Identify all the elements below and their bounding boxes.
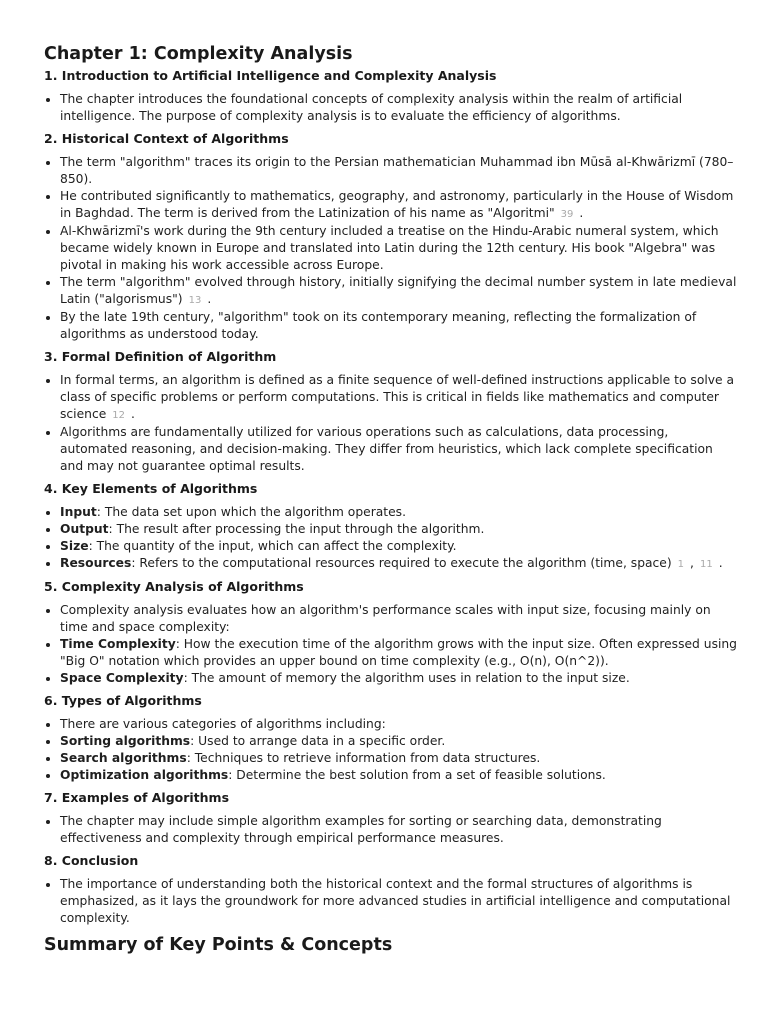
sections-container <box>44 68 738 927</box>
bullet-list <box>44 372 738 475</box>
section <box>44 790 738 847</box>
item-term: Search algorithms <box>60 751 187 765</box>
citation-marker[interactable]: 12 <box>112 410 126 421</box>
item-text: : The quantity of the input, which can affect the complexity. <box>88 539 457 553</box>
item-text: The importance of understanding both the historical context and the formal structures of algorithms is emphasized, as it lays the groundwork for more advanced studies in artificial intelligence and computational complexity. <box>60 877 731 925</box>
bullet-list <box>44 504 738 573</box>
list-item <box>60 538 738 555</box>
item-term: Time Complexity <box>60 637 176 651</box>
section-heading: 4. Key Elements of Algorithms <box>44 481 258 496</box>
list-item <box>60 733 738 750</box>
item-text: He contributed significantly to mathematics, geography, and astronomy, particularly in the House of Wisdom in Baghdad. The term is derived from the Latinization of his name as "Algoritmi" <box>60 189 734 220</box>
list-item <box>60 188 738 223</box>
chapter-title: Chapter 1: Complexity Analysis <box>44 44 353 64</box>
bullet-list <box>44 91 738 125</box>
item-term: Space Complexity <box>60 671 184 685</box>
item-text: : Determine the best solution from a set of feasible solutions. <box>228 768 606 782</box>
citation-marker[interactable]: 39 <box>560 209 574 220</box>
list-item <box>60 309 738 343</box>
list-item <box>60 670 738 687</box>
item-text: : The amount of memory the algorithm uses in relation to the input size. <box>183 671 630 685</box>
list-item <box>60 555 738 573</box>
section <box>44 68 738 125</box>
bullet-list <box>44 876 738 927</box>
list-item <box>60 602 738 636</box>
item-text: By the late 19th century, "algorithm" took on its contemporary meaning, reflecting the formalization of algorithms as understood today. <box>60 310 697 341</box>
list-item <box>60 274 738 309</box>
list-item <box>60 716 738 733</box>
section-heading: 1. Introduction to Artificial Intelligence and Complexity Analysis <box>44 68 497 83</box>
item-text: The term "algorithm" evolved through history, initially signifying the decimal number system in late medieval Latin ("algorismus") <box>60 275 737 306</box>
summary-heading: Summary of Key Points & Concepts <box>44 935 393 955</box>
section <box>44 693 738 784</box>
item-text: Al-Khwārizmī's work during the 9th century included a treatise on the Hindu-Arabic numeral system, which became widely known in Europe and translated into Latin during the 12th century. His book "Algebra" was pivotal in making his work accessible across Europe. <box>60 224 719 272</box>
list-item <box>60 424 738 475</box>
item-end-punct: . <box>718 556 723 570</box>
section-heading: 7. Examples of Algorithms <box>44 790 230 805</box>
bullet-list <box>44 716 738 784</box>
bullet-list <box>44 602 738 687</box>
list-item <box>60 767 738 784</box>
section <box>44 481 738 573</box>
bullet-list <box>44 813 738 847</box>
list-item <box>60 876 738 927</box>
item-text: : How the execution time of the algorithm grows with the input size. Often expressed using "Big O" notation which provides an upper bound on time complexity (e.g., O(n), O(n^2)). <box>60 637 737 668</box>
item-text: Complexity analysis evaluates how an algorithm's performance scales with input size, focusing mainly on time and space complexity: <box>60 603 711 634</box>
section-heading: 2. Historical Context of Algorithms <box>44 131 289 146</box>
list-item <box>60 813 738 847</box>
list-item <box>60 521 738 538</box>
item-end-punct: . <box>579 206 584 220</box>
section <box>44 579 738 687</box>
section <box>44 349 738 475</box>
list-item <box>60 504 738 521</box>
item-text: : Refers to the computational resources required to execute the algorithm (time, space) <box>131 556 672 570</box>
item-text: : The result after processing the input through the algorithm. <box>108 522 485 536</box>
citation-marker[interactable]: 13 <box>188 295 202 306</box>
section <box>44 131 738 343</box>
item-text: Algorithms are fundamentally utilized for various operations such as calculations, data processing, automated reasoning, and decision-making. They differ from heuristics, which lack complete specification and may not guarantee optimal results. <box>60 425 713 473</box>
item-term: Output <box>60 522 109 536</box>
item-text: : Used to arrange data in a specific order. <box>190 734 446 748</box>
list-item <box>60 636 738 670</box>
section-heading: 5. Complexity Analysis of Algorithms <box>44 579 304 594</box>
list-item <box>60 223 738 274</box>
item-text: The chapter may include simple algorithm examples for sorting or searching data, demonstrating effectiveness and complexity through empirical performance measures. <box>60 814 662 845</box>
list-item <box>60 750 738 767</box>
list-item <box>60 154 738 188</box>
citation-separator: , <box>690 556 694 570</box>
section-heading: 8. Conclusion <box>44 853 139 868</box>
section <box>44 853 738 927</box>
section-heading: 6. Types of Algorithms <box>44 693 202 708</box>
item-term: Resources <box>60 556 132 570</box>
item-term: Size <box>60 539 89 553</box>
list-item <box>60 372 738 424</box>
citation-marker[interactable]: 11 <box>699 559 713 570</box>
list-item <box>60 91 738 125</box>
item-end-punct: . <box>131 407 135 421</box>
item-text: The term "algorithm" traces its origin to the Persian mathematician Muhammad ibn Mūsā al-Khwārizmī (780–850). <box>60 155 734 186</box>
item-text: The chapter introduces the foundational concepts of complexity analysis within the realm of artificial intelligence. The purpose of complexity analysis is to evaluate the efficiency of algorithms. <box>60 92 683 123</box>
item-term: Input <box>60 505 97 519</box>
item-text: There are various categories of algorithms including: <box>60 717 386 731</box>
citation-marker[interactable]: 1 <box>677 559 685 570</box>
item-text: : Techniques to retrieve information from data structures. <box>186 751 541 765</box>
bullet-list <box>44 154 738 343</box>
item-term: Optimization algorithms <box>60 768 229 782</box>
section-heading: 3. Formal Definition of Algorithm <box>44 349 277 364</box>
item-text: In formal terms, an algorithm is defined as a finite sequence of well-defined instructions applicable to solve a class of specific problems or perform computations. This is critical in fields like mathematics and computer science <box>60 373 735 421</box>
item-term: Sorting algorithms <box>60 734 191 748</box>
item-text: : The data set upon which the algorithm operates. <box>96 505 406 519</box>
item-end-punct: . <box>207 292 212 306</box>
